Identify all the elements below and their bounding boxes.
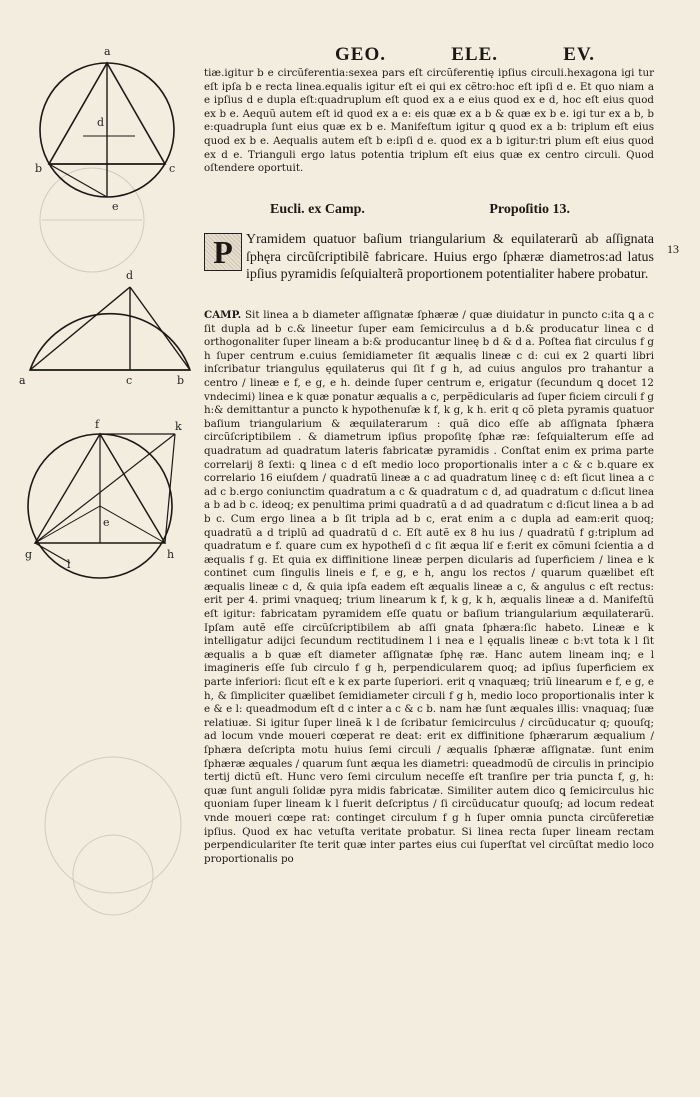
camp-marker: CAMP. [204,309,242,321]
label-a: a [19,374,26,387]
section-heading [270,202,570,218]
running-header [335,44,595,66]
heading-proposition: Propoſitio 13. [489,202,570,217]
continuation-paragraph: tiæ.igitur b e circũferentia:sexea pars eſt circũferentię ipſius circuli.hexagona igi tur eſt ipſa b e recta linea.equalis igitur eſt ei qui ex cẽtro:hoc eſt ipſi d e. Et quo niam a e ipſius d e dupla eſt:quadruplum eſt quod ex a e eius quod ex e d, hoc eſt eius quod ex b e. Aequũ autem eſt id quod ex a e: eis quæ ex a b & quæ ex b e. igi tur ex a b, b e:quadrupla ſunt eius quæ ex b e. Manifeſtum igitur ꝗ quod ex a b: triplum eſt eius quod ex b e. Aequalis autem eſt b e:ipſi d e. quod ex a b igitur:tri plum eſt eius quod ex d e. Trianguli ergo latus potentia triplum eſt eius quæ ex centro circuli. Quod oſtendere oportuit. [204,67,654,175]
label-b: b [177,374,185,387]
margin-number: 13 [667,242,679,256]
label-c: c [126,374,133,387]
show-through-figure-bottom [38,750,188,920]
label-e: e [103,516,110,529]
header-middle: ELE. [451,44,499,65]
figure-pyramid-circle [15,418,200,583]
text-block-continuation [204,67,654,176]
label-k: k [175,420,182,433]
proposition-statement [204,231,654,284]
label-g: g [25,548,33,561]
figure-semicircle [15,265,195,390]
proposition-text: Yramidem quatuor baſium triangularium & equilaterarũ ab aſſignata ſphęra circũſcriptibilẽ fabricare. Huius ergo ſphæræ diametros:ad latus ipſius pyramidis ſeſquialterã proportionem potentialiter habere probatur. [246,232,654,282]
body-paragraph [204,309,654,866]
drop-cap: P [204,233,242,271]
header-left: GEO. [335,44,386,65]
text-block-body [204,309,654,866]
label-h: h [167,548,175,561]
body-text: Sit linea a b diameter aſſignatæ ſphæræ / quæ diuidatur in puncto c:ita ꝗ a c ſit dupla ad b c.& lineetur ſuper eam ſemicirculus a d b.& producatur linea c d orthogonaliter ſuper lineam a b:& producantur lineę b d & d a. Poſtea fiat circulus f g h ſuper centrum e.cuius ſemidiameter ſit æqualis lineæ c d: cui ex 2 quarti libri inſcribatur triangulus ęquilaterus qui ſit f g h, ad cuius angulos pro trahantur a centro / lineæ e f, e g, e h. deinde ſuper centrum e, erigatur (ſecundum ꝗ docet 12 vndecimi) linea e k quæ ponatur æqualis a c, perpẽdicularis ad ſuper ficiem circuli f g h:& demittantur a puncto k hypothenuſæ k f, k g, k h. erit q cõ pleta pyramis quatuor baſium triangularium & æquilaterarum : quã dico eſſe ab aſſignata ſphæra circũſcriptibilem . & diametrum ipſius propoſitę ſphæ ræ: ſeſquialterum eſſe ad quadratum ad quadratum lateris fabricatæ pyramidis . Conſtat enim ex prima parte correlarij 8 ſexti: ꝗ linea c d eſt medio loco proportionalis inter a c & c b.quare ex correlario 16 eiuſdem / quadratũ lineæ a c ad quadratum lineę c d: eſt ſicut linea a c ad c b.ergo coniunctim quadratum a c & quadratum c d, ad quadratum c d:ſicut linea a b ad b c. ideoq; ex penultima primi quadratũ a d ad quadratum c d:ſicut linea a b ad b c. Cum ergo linea a b ſit tripla ad b c, erat enim a c dupla ad eam:erit quoq; quadratũ a d triplũ ad quadratũ d c. Eſt autẽ ex 8 hu ius / quadratũ f g:triplum ad quadratum e f. quare cum ex hypotheſi d c ſit æqua liſ e f:erit ex cõmuni ſcientia a d æqualis f g. Et quia ex diffinitione lineæ perpen dicularis ad ſuperficiem / linea e k continet cum ſingulis lineis e f, e g, e h, angu los rectos / quarum quælibet eſt æqualis lineæ c d, & quia ipſa eadem eſt æqualis lineæ a c, & angulus c eſt rectus: erit per 4. primi vnaqueq; trium linearum k f, k g, k h, æqualis lineæ a d. Manifeſtũ eſt igitur: fabricatam pyramidem eſſe quatu or baſium triangularium æquilaterarũ. Ipſam autẽ eſſe circũſcriptibilem ab aſſi gnata ſphæra:ſic habeto. Lineæ e k intelligatur adijci ſecundum rectitudinem l i nea e l ęqualis lineæ c b:vt tota k l ſit æqualis a b quæ eſt diameter aſſignatæ ſphę ræ. Hanc autem lineam inq; e l imagineris eſſe ſub circulo f g h, perpendicularem quoq; ad ipſius ſuperficiem ex parte inferiori: ſicut eſt e k ex parte ſuperiori. erit q vnaquæq; triũ linearum e f, e g, e h, & ſimpliciter quælibet ſemidiameter circuli f g h, medio loco proportionalis inter k e & e l: queadmodum eſt d c inter a c & c b. nam hæ ſunt æquales illis: vnaquaq; ſuæ relatiuæ. Si igitur ſuper lineã k l de ſcribatur ſemicirculus / circũducatur q; quouſq; ad locum vnde moueri cœperat re deat: erit ex diffinitione ſphærarum æqualium / ſphæra deſcripta motu huius ſemi circuli / æqualis ſphæræ aſſignatæ. ſunt enim ſphæræ æquales / quarum ſunt æqua les diametri: queadmodũ de circulis in principio tertij dictũ eſt. Hunc vero ſemi circulum neceſſe eſt tranſire per tria puncta f, g, h: quæ ſunt anguli ſolidæ pyra midis fabricatæ. Similiter autem dico ꝗ ſemicirculus hic quoniam ſuper lineam k l fuerit deſcriptus / ſi circũducatur quouſq; ad locum redeat vnde moueri cœpe rat: continget circulum f g h ſuper omnia puncta circũferetiæ ipſius. Quod ex hac vetuſta veritate probatur. Si linea recta ſuper lineam rectam perpendiculariter ſte terit quæ inter partes eius cui ſuperſtat vel circũſtat medio loco proportionalis po [204,309,655,865]
label-d: d [97,116,105,129]
label-e: e [112,200,119,213]
header-right: EV. [563,44,595,65]
label-b: b [35,162,43,175]
label-c: c [169,162,176,175]
label-f: f [95,418,100,431]
heading-source: Eucli. ex Camp. [270,202,365,217]
label-a: a [104,45,111,58]
label-d: d [126,269,134,282]
figure-inscribed-triangle [25,40,195,215]
label-l: l [67,558,71,571]
